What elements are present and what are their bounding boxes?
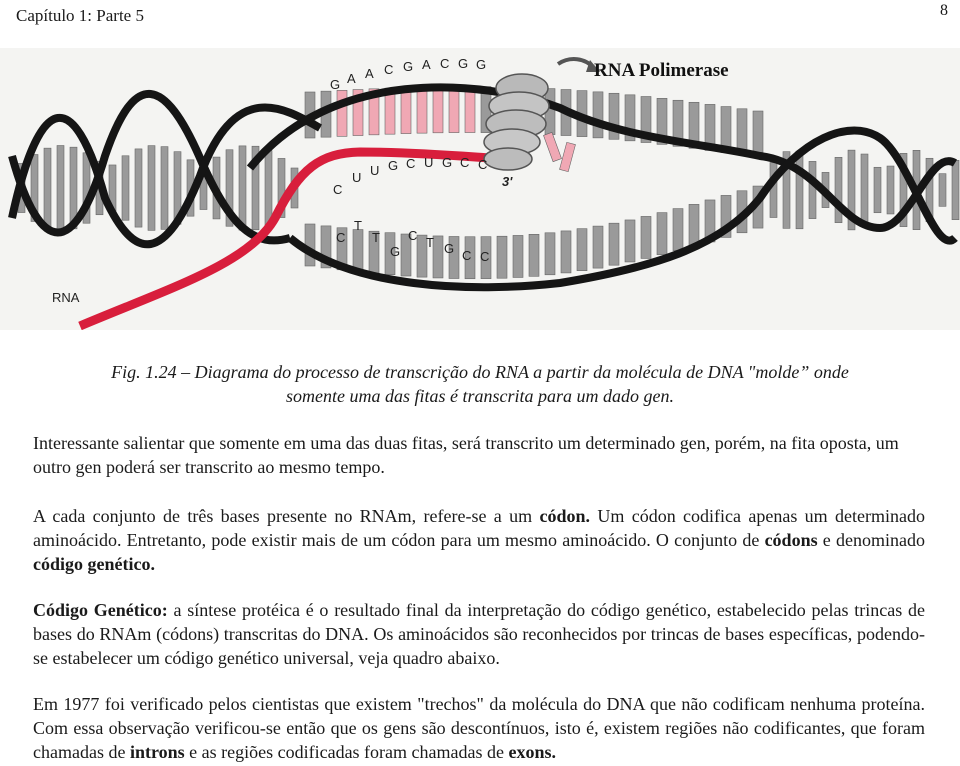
text-run: A cada conjunto de três bases presente no RNAm, refere-se a um bbox=[33, 506, 540, 526]
base-pair-rung bbox=[561, 231, 571, 273]
base-pair-rung bbox=[809, 161, 816, 218]
base-pair-rung bbox=[122, 156, 129, 220]
paragraph-introns-exons bbox=[33, 692, 925, 764]
dna-diagram bbox=[0, 48, 960, 330]
paragraph-genetic-code bbox=[33, 598, 925, 670]
chapter-header: Capítulo 1: Parte 5 bbox=[16, 6, 144, 25]
rna-base-letter: C bbox=[333, 182, 343, 197]
base-pair-rung bbox=[753, 111, 763, 157]
base-pair-rung bbox=[44, 148, 51, 228]
rna-base-letter: G bbox=[388, 158, 399, 173]
top-base-letter: C bbox=[384, 62, 394, 77]
base-pair-rung bbox=[641, 216, 651, 258]
base-pair-rung bbox=[874, 167, 881, 212]
base-pair-rung bbox=[433, 87, 443, 133]
term-codons: códons bbox=[764, 530, 818, 550]
base-pair-rung bbox=[625, 220, 635, 262]
base-pair-rung bbox=[657, 213, 667, 255]
base-pair-rung bbox=[417, 87, 427, 133]
base-pair-rung bbox=[593, 226, 603, 268]
term-genetic-code: código genético. bbox=[33, 554, 155, 574]
base-pair-rung bbox=[497, 236, 507, 278]
top-base-letter: G bbox=[458, 56, 469, 71]
top-base-letter: C bbox=[440, 56, 450, 71]
bottom-base-letter: T bbox=[426, 235, 434, 250]
rna-base-letter: C bbox=[460, 155, 470, 170]
base-pair-rung bbox=[148, 146, 155, 231]
figure-caption-line1: Fig. 1.24 – Diagrama do processo de transcrição do RNA a partir da molécula de DNA "molde” onde bbox=[111, 362, 849, 382]
base-pair-rung bbox=[401, 88, 411, 134]
top-base-letter: G bbox=[476, 57, 487, 72]
text-run: e denominado bbox=[817, 530, 925, 550]
base-pair-rung bbox=[239, 146, 246, 230]
bottom-base-letter: C bbox=[480, 249, 490, 264]
base-pair-rung bbox=[265, 151, 272, 226]
dna-transcription-figure bbox=[0, 48, 960, 330]
text-run: Um códon codifica apenas um determinado aminoácido. Entretanto, pode existir mais de um códon para um mesmo aminoácido. O conjunto de bbox=[33, 506, 925, 550]
base-pair-rung bbox=[887, 166, 894, 214]
base-pair-rung bbox=[796, 151, 803, 229]
term-codon: códon. bbox=[539, 506, 591, 526]
base-pair-rung bbox=[609, 223, 619, 265]
base-pair-rung bbox=[577, 229, 587, 271]
bottom-base-letter: G bbox=[444, 241, 455, 256]
paragraph-intro: Interessante salientar que somente em uma das duas fitas, será transcrito um determinado gen, porém, na fita oposta, um outro gen poderá ser transcrito ao mesmo tempo. bbox=[33, 433, 899, 477]
base-pair-rung bbox=[861, 154, 868, 226]
rna-base-letter: C bbox=[478, 157, 488, 172]
base-pair-rung bbox=[689, 204, 699, 246]
rna-polymerase-label: RNA Polimerase bbox=[594, 60, 729, 81]
bottom-base-letter: G bbox=[390, 244, 401, 259]
rna-label: RNA bbox=[52, 290, 80, 305]
bottom-base-letter: C bbox=[408, 228, 418, 243]
top-base-letter: G bbox=[403, 59, 414, 74]
term-exons: exons. bbox=[508, 742, 557, 762]
bottom-base-letter: T bbox=[372, 230, 380, 245]
base-pair-rung bbox=[939, 174, 946, 207]
text-run: e as regiões codificadas foram chamadas de bbox=[184, 742, 509, 762]
base-pair-rung bbox=[449, 87, 459, 133]
top-base-letter: G bbox=[330, 77, 341, 92]
top-base-letter: A bbox=[347, 71, 356, 86]
rna-base-letter: G bbox=[442, 155, 453, 170]
base-pair-rung bbox=[465, 87, 475, 133]
top-base-letter: A bbox=[422, 57, 431, 72]
term-introns: introns bbox=[129, 742, 185, 762]
base-pair-rung bbox=[673, 209, 683, 251]
bottom-base-letter: T bbox=[354, 218, 362, 233]
term-genetic-code-heading: Código Genético: bbox=[33, 600, 168, 620]
base-pair-rung bbox=[952, 160, 959, 219]
base-pair-rung bbox=[593, 92, 603, 138]
base-pair-rung bbox=[337, 90, 347, 136]
rna-base-letter: U bbox=[352, 170, 362, 185]
rna-base-letter: C bbox=[406, 156, 416, 171]
base-pair-rung bbox=[161, 147, 168, 230]
top-base-letter: A bbox=[365, 66, 374, 81]
page-number: 8 bbox=[940, 2, 948, 19]
base-pair-rung bbox=[433, 236, 443, 278]
base-pair-rung bbox=[57, 146, 64, 231]
base-pair-rung bbox=[529, 234, 539, 276]
base-pair-rung bbox=[545, 233, 555, 275]
text-run: a síntese protéica é o resultado final da interpretação do código genético, estabelecido pelas trincas de bases do RNAm (códons) transcritas do DNA. Os aminoácidos são reconhecidos por trincas de bases específicas, podendo-se estabelecer um código genético universal, veja quadro abaixo. bbox=[33, 600, 925, 668]
base-pair-rung bbox=[353, 230, 363, 272]
text-run: Em 1977 foi verificado pelos cientistas que existem "trechos" da molécula do DNA que não codificam nenhuma proteína. Com essa observação verificou-se então que os gens são descontínuos, isto é, existem regiões não codificantes, que foram chamadas de bbox=[33, 694, 925, 762]
base-pair-rung bbox=[513, 235, 523, 277]
rna-base-letter: U bbox=[370, 163, 380, 178]
figure-caption-line2: somente uma das fitas é transcrita para um dado gen. bbox=[286, 386, 674, 406]
base-pair-rung bbox=[135, 149, 142, 227]
bottom-base-letter: C bbox=[336, 230, 346, 245]
rna-base-letter: U bbox=[424, 155, 434, 170]
base-pair-rung bbox=[305, 224, 315, 266]
bottom-base-letter: C bbox=[462, 248, 472, 263]
paragraph-codon bbox=[33, 504, 925, 576]
three-prime-label: 3' bbox=[502, 174, 513, 189]
